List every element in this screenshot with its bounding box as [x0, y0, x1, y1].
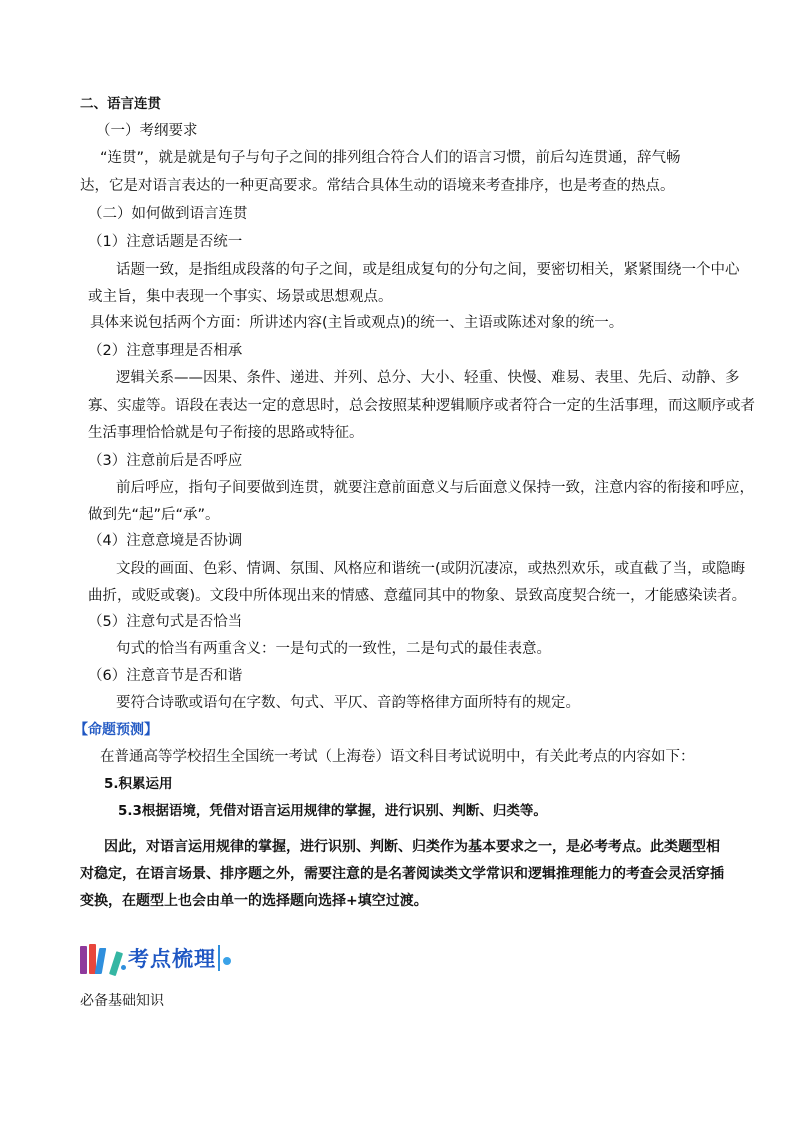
paragraph-line: 具体来说包括两个方面：所讲述内容(主旨或观点)的统一、主语或陈述对象的统一。	[90, 315, 624, 331]
end-dot-icon	[223, 957, 231, 965]
syllabus-item: 5.积累运用	[104, 776, 173, 792]
paragraph-line: 前后呼应，指句子间要做到连贯，就要注意前面意义与后面意义保持一致，注意内容的衔接和呼应，	[116, 480, 754, 496]
books-icon	[80, 942, 117, 974]
paragraph-line: 因此，对语言运用规律的掌握，进行识别、判断、归类作为基本要求之一，是必考考点。此类题型相	[104, 839, 720, 855]
item-heading-2: （2）注意事理是否相承	[88, 343, 243, 359]
paragraph-line: 在普通高等学校招生全国统一考试（上海卷）语文科目考试说明中，有关此考点的内容如下：	[100, 749, 695, 765]
paragraph-line: 生活事理恰恰就是句子衔接的思路或特征。	[88, 425, 364, 441]
paragraph-line: 达，它是对语言表达的一种更高要求。常结合具体生动的语境来考查排序，也是考查的热点。	[80, 178, 675, 194]
bullet-dot-icon	[121, 965, 126, 970]
item-heading-4: （4）注意意境是否协调	[88, 533, 243, 549]
item-heading-6: （6）注意音节是否和谐	[88, 668, 243, 684]
item-heading-1: （1）注意话题是否统一	[88, 234, 243, 250]
item-heading-5: （5）注意句式是否恰当	[88, 614, 243, 630]
sub-heading-outline: （一）考纲要求	[96, 123, 198, 139]
banner-title: 考点梳理	[128, 947, 216, 971]
cursor-bar-icon	[218, 945, 220, 971]
paragraph-line: 对稳定，在语言场景、排序题之外，需要注意的是名著阅读类文学常识和逻辑推理能力的考查会灵活穿插	[80, 866, 724, 882]
paragraph-line: 逻辑关系——因果、条件、递进、并列、总分、大小、轻重、快慢、难易、表里、先后、动静、多	[116, 370, 740, 386]
paragraph-line: 做到先“起”后“承”。	[88, 507, 220, 523]
section-heading: 二、语言连贯	[80, 96, 161, 112]
syllabus-subitem: 5.3根据语境，凭借对语言运用规律的掌握，进行识别、判断、归类等。	[118, 803, 547, 819]
paragraph-line: 句式的恰当有两重含义：一是句式的一致性，二是句式的最佳表意。	[116, 641, 551, 657]
paragraph-line: 寡、实虚等。语段在表达一定的意思时，总会按照某种逻辑顺序或者符合一定的生活事理，而这顺序或者	[88, 398, 755, 414]
footer-text: 必备基础知识	[80, 993, 164, 1009]
sub-heading-how: （二）如何做到语言连贯	[88, 206, 248, 222]
item-heading-3: （3）注意前后是否呼应	[88, 453, 243, 469]
paragraph-line: 变换，在题型上也会由单一的选择题向选择+填空过渡。	[80, 893, 428, 909]
paragraph-line: 文段的画面、色彩、情调、氛围、风格应和谐统一(或阴沉凄凉，或热烈欢乐，或直截了当，或隐晦	[116, 561, 746, 577]
prediction-heading: 【命题预测】	[74, 722, 158, 738]
paragraph-line: 或主旨，集中表现一个事实、场景或思想观点。	[88, 289, 393, 305]
paragraph-line: 话题一致，是指组成段落的句子之间，或是组成复句的分句之间，要密切相关，紧紧围绕一个中心	[116, 262, 740, 278]
paragraph-line: “连贯”，就是就是句子与句子之间的排列组合符合人们的语言习惯，前后勾连贯通，辞气畅	[100, 150, 681, 166]
paragraph-line: 曲折，或贬或褒)。文段中所体现出来的情感、意蕴同其中的物象、景致高度契合统一，才能感染读者。	[88, 588, 747, 604]
paragraph-line: 要符合诗歌或语句在字数、句式、平仄、音韵等格律方面所特有的规定。	[116, 695, 580, 711]
section-banner	[80, 938, 231, 978]
